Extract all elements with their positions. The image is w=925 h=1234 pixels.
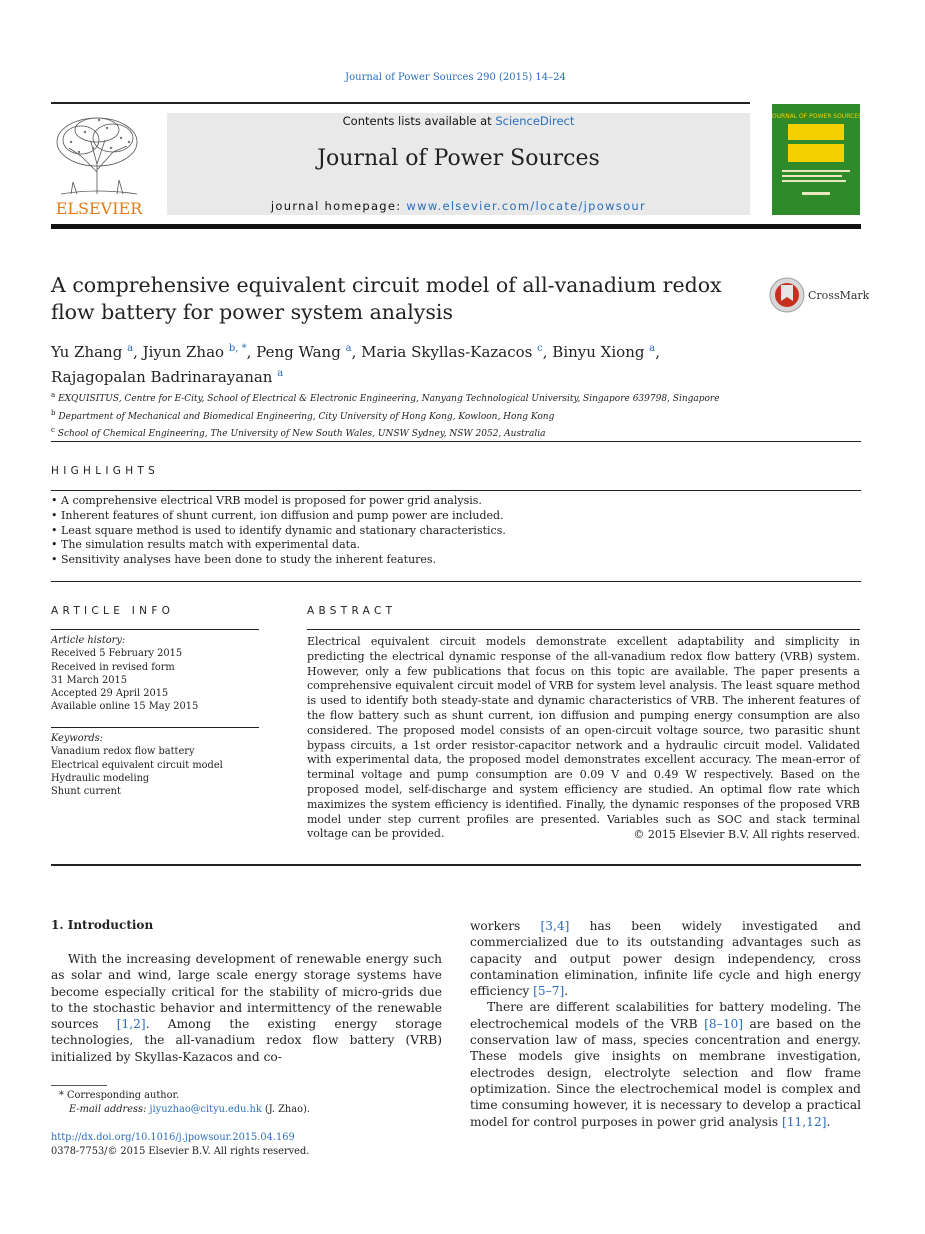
homepage-link[interactable]: www.elsevier.com/locate/jpowsour [406,199,647,213]
article-history [51,634,261,714]
affiliation: $^a$ EXQUISITUS, Centre for E-City, School of Electrical & Electronic Engineering, Nanyang Technological University, Singapore 639798, Singapore [51,391,720,404]
affiliation: $^c$ School of Chemical Engineering, The University of New South Wales, UNSW Sydney, NSW 2052, Australia [51,426,546,439]
body-column-left [51,951,442,1065]
doi-link[interactable]: http://dx.doi.org/10.1016/j.jpowsour.2015.04.169 [51,1132,295,1143]
journal-cover[interactable] [772,104,860,215]
author[interactable]: Jiyun Zhao $^{b, *}$ [142,343,247,361]
author[interactable]: Maria Skyllas-Kazacos $^c$ [361,343,543,361]
highlight-item: • The simulation results match with experimental data. [51,538,861,553]
elsevier-logo [51,112,147,216]
body-column-right [470,918,861,1130]
section-rule [51,864,861,866]
journal-header-box [167,113,750,215]
sciencedirect-link[interactable]: ScienceDirect [495,114,575,128]
author[interactable]: Binyu Xiong $^a$ [552,343,656,361]
history-label: Article history: [51,635,126,646]
homepage-prefix: journal homepage: [270,199,407,213]
contents-line [167,114,750,128]
affiliations [51,389,851,442]
abstract-heading: ABSTRACT [307,605,397,617]
email-line: E-mail address: jiyuzhao@cityu.edu.hk (J. Zhao). [69,1103,310,1115]
email-link[interactable]: jiyuzhao@cityu.edu.hk [149,1103,262,1115]
crossmark-icon [769,276,869,314]
keyword: Hydraulic modeling [51,772,150,784]
reference-link[interactable]: [11,12] [782,1114,827,1129]
cover-title-text: JOURNAL OF POWER SOURCES [772,113,860,120]
abstract-rule [307,629,860,630]
header-thick-rule [51,224,861,229]
journal-name: Journal of Power Sources [317,146,600,171]
crossmark-button[interactable] [769,276,869,314]
section-rule [51,441,861,442]
reference-link[interactable]: [3,4] [540,919,570,933]
author[interactable]: Peng Wang $^a$ [256,343,352,361]
history-line: Received in revised form [51,661,175,673]
crossmark-label: CrossMark [808,289,869,302]
highlight-item: • A comprehensive electrical VRB model is proposed for power grid analysis. [51,494,861,509]
article-title: A comprehensive equivalent circuit model of all-vanadium redox flow battery for power system analysis [51,273,722,324]
author-list: Yu Zhang $^a$, Jiyun Zhao $^{b, *}$, Peng Wang $^a$, Maria Skyllas-Kazacos $^c$, Binyu Xiong $^a$, Rajagopalan Badrinarayanan $^a$ [51,343,660,386]
section-rule [51,581,861,582]
abstract-copyright: © 2015 Elsevier B.V. All rights reserved. [633,828,860,841]
elsevier-tree-icon [51,112,147,216]
author[interactable]: Yu Zhang $^a$ [51,343,134,361]
contents-prefix: Contents lists available at [342,114,496,128]
highlights-heading: HIGHLIGHTS [51,465,160,477]
journal-citation[interactable]: Journal of Power Sources 290 (2015) 14–24 [345,72,566,83]
keyword: Shunt current [51,786,121,798]
highlight-item: • Inherent features of shunt current, ion diffusion and pump power are included. [51,509,861,524]
doi-block [51,1131,309,1158]
info-rule [51,727,259,728]
history-line: Received 5 February 2015 [51,648,183,660]
homepage-line [167,199,750,213]
highlights-list [51,494,861,568]
paragraph: workers [3,4] has been widely investigated and commercialized due to its outstanding advantages such as capacity and output power design independency, cross contamination elimination, infinite life cycle and high energy efficiency [5–7]. [470,919,861,999]
highlight-item: • Least square method is used to identify dynamic and stationary characteristics. [51,524,861,539]
reference-link[interactable]: [5–7] [533,984,565,999]
footnote [51,1089,442,1116]
article-info-heading: ARTICLE INFO [51,605,175,617]
history-line: Accepted 29 April 2015 [51,688,169,700]
affiliation: $^b$ Department of Mechanical and Biomedical Engineering, City University of Hong Kong, Kowloon, Hong Kong [51,408,555,422]
issn-line: 0378-7753/© 2015 Elsevier B.V. All rights reserved. [51,1145,310,1157]
footnote-rule [51,1085,107,1086]
author[interactable]: Rajagopalan Badrinarayanan $^a$ [51,368,284,386]
keyword: Electrical equivalent circuit model [51,759,223,771]
section-rule [51,490,861,491]
history-line: 31 March 2015 [51,674,127,686]
highlight-item: • Sensitivity analyses have been done to study the inherent features. [51,553,861,568]
reference-link[interactable]: [8–10] [704,1016,743,1031]
corresponding-author-note: * Corresponding author. [59,1090,180,1101]
keywords [51,732,261,798]
section-heading-introduction: 1. Introduction [51,918,154,932]
keywords-label: Keywords: [51,733,103,744]
journal-cover-icon [772,104,860,215]
abstract-text: Electrical equivalent circuit models demonstrate excellent adaptability and simplicity in predicting the electrical dynamic response of the all-vanadium redox flow battery (VRB) system. However, only a few publications that focus on this topic are available. The paper presents a comprehensive equivalent circuit model of VRB for system level analysis. The least square method is used to identify both steady-state and dynamic characteristics of VRB. The inherent features of the flow battery such as shunt current, ion diffusion and pumping energy consumption are also considered. The proposed model consists of an open-circuit voltage source, two parasitic shunt bypass circuits, a 1st order resistor-capacitor network and a hydraulic circuit model. Validated with experimental data, the proposed model demonstrates excellent accuracy. The mean-error of terminal voltage and pump consumption are 0.09 V and 0.49 W respectively. Based on the proposed model, self-discharge and system efficiency are studied. An optimal flow rate which maximizes the system efficiency is identified. Finally, the dynamic responses of the proposed VRB model under step current profiles are presented. Variables such as SOC and stack terminal voltage can be provided. [307,635,860,841]
paragraph: With the increasing development of renewable energy such as solar and wind, large scale energy storage systems have become especially critical for the stability of micro-grids due to the stochastic behavior and intermittency of the renewable sources [1,2]. Among the existing energy storage technologies, the all-vanadium redox flow battery (VRB) initialized by Skyllas-Kazacos and co- [51,952,442,1064]
header-rule [51,102,750,104]
paragraph: There are different scalabilities for battery modeling. The electrochemical models of the VRB [8–10] are based on the conservation law of mass, species concentration and energy. These models give insights on membrane investigation, electrodes design, electrolyte selection and flow frame optimization. Since the electrochemical model is complex and time consuming however, it is necessary to develop a practical model for control purposes in power grid analysis [11,12]. [470,1000,861,1129]
reference-link[interactable]: [1,2] [116,1017,146,1032]
svg-text:ELSEVIER: ELSEVIER [55,199,143,216]
history-line: Available online 15 May 2015 [51,701,199,713]
keyword: Vanadium redox flow battery [51,746,195,758]
info-rule [51,629,259,630]
